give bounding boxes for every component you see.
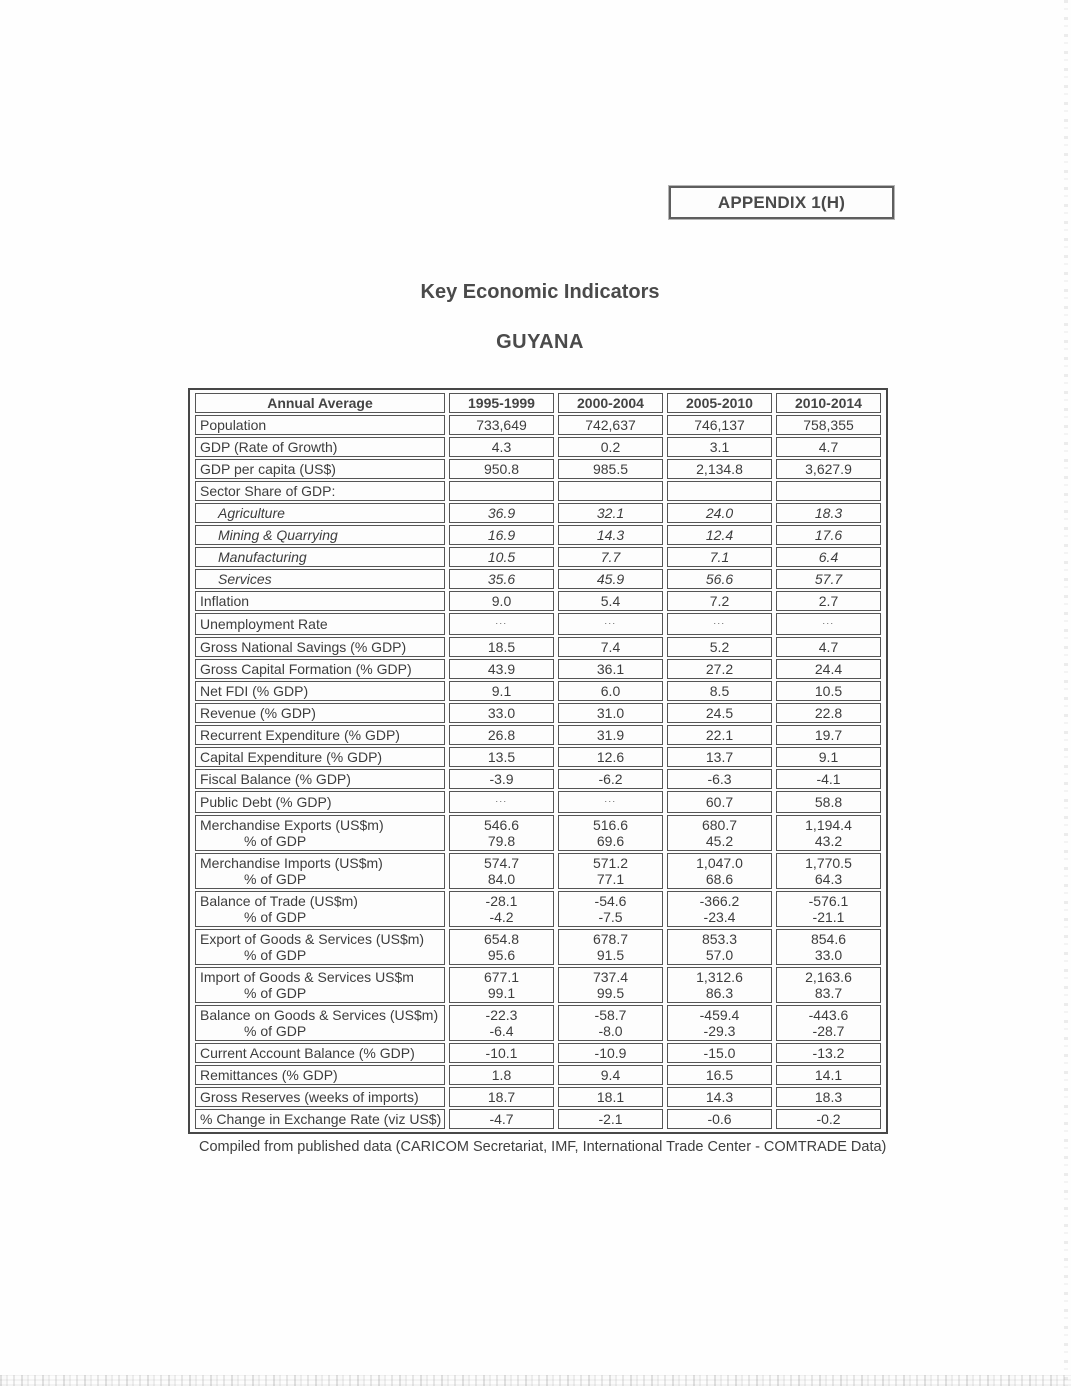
row-label: % Change in Exchange Rate (viz US$) <box>195 1109 445 1129</box>
table-row <box>195 891 881 927</box>
cell-value: 1,770.5 64.3 <box>776 853 881 889</box>
cell-value: 10.5 <box>776 681 881 701</box>
cell-value: 1,047.0 68.6 <box>667 853 772 889</box>
cell-value: 950.8 <box>449 459 554 479</box>
cell-value: -10.9 <box>558 1043 663 1063</box>
cell-value: 2,134.8 <box>667 459 772 479</box>
row-label: GDP per capita (US$) <box>195 459 445 479</box>
table-row <box>195 967 881 1003</box>
cell-value: -3.9 <box>449 769 554 789</box>
cell-value: 18.1 <box>558 1087 663 1107</box>
cell-value: 33.0 <box>449 703 554 723</box>
cell-value: -10.1 <box>449 1043 554 1063</box>
cell-value: 9.1 <box>776 747 881 767</box>
cell-value: 4.3 <box>449 437 554 457</box>
table-row <box>195 547 881 567</box>
cell-value: 9.0 <box>449 591 554 611</box>
cell-value: -28.1 -4.2 <box>449 891 554 927</box>
cell-value: 16.9 <box>449 525 554 545</box>
cell-value <box>667 613 772 635</box>
cell-value: 45.9 <box>558 569 663 589</box>
cell-value: 3,627.9 <box>776 459 881 479</box>
cell-value: 733,649 <box>449 415 554 435</box>
cell-value: -6.3 <box>667 769 772 789</box>
row-label: Manufacturing <box>195 547 445 567</box>
cell-value: 1,194.4 43.2 <box>776 815 881 851</box>
cell-value: 19.7 <box>776 725 881 745</box>
cell-value: 24.0 <box>667 503 772 523</box>
cell-value: 12.6 <box>558 747 663 767</box>
cell-value: 12.4 <box>667 525 772 545</box>
cell-value: 5.4 <box>558 591 663 611</box>
cell-value: 58.8 <box>776 791 881 813</box>
cell-value: 654.8 95.6 <box>449 929 554 965</box>
ellipsis-value: ... <box>713 616 726 626</box>
cell-value: 32.1 <box>558 503 663 523</box>
cell-value: 36.9 <box>449 503 554 523</box>
row-label: Unemployment Rate <box>195 613 445 635</box>
cell-value: 4.7 <box>776 637 881 657</box>
cell-value: 13.5 <box>449 747 554 767</box>
cell-value: 742,637 <box>558 415 663 435</box>
cell-value: 571.2 77.1 <box>558 853 663 889</box>
cell-value: 1.8 <box>449 1065 554 1085</box>
row-label: Fiscal Balance (% GDP) <box>195 769 445 789</box>
table-row <box>195 415 881 435</box>
cell-value: 31.9 <box>558 725 663 745</box>
table-row <box>195 747 881 767</box>
cell-value <box>558 613 663 635</box>
row-label: Recurrent Expenditure (% GDP) <box>195 725 445 745</box>
cell-value: 854.6 33.0 <box>776 929 881 965</box>
page-title: Key Economic Indicators <box>420 281 660 303</box>
cell-value: 26.8 <box>449 725 554 745</box>
cell-value: -443.6 -28.7 <box>776 1005 881 1041</box>
ellipsis-value: ... <box>495 616 508 626</box>
appendix-label: APPENDIX 1(H) <box>717 192 846 212</box>
cell-value: 516.6 69.6 <box>558 815 663 851</box>
table-row <box>195 481 881 501</box>
table-row <box>195 659 881 679</box>
row-label: Gross National Savings (% GDP) <box>195 637 445 657</box>
table-row <box>195 503 881 523</box>
header-period: 1995-1999 <box>449 393 554 413</box>
table-row <box>195 1005 881 1041</box>
cell-value <box>558 791 663 813</box>
cell-value: 546.6 79.8 <box>449 815 554 851</box>
table-header-row <box>195 393 881 413</box>
cell-value: -576.1 -21.1 <box>776 891 881 927</box>
cell-value: 27.2 <box>667 659 772 679</box>
cell-value: 9.4 <box>558 1065 663 1085</box>
cell-value: -2.1 <box>558 1109 663 1129</box>
cell-value: 1,312.6 86.3 <box>667 967 772 1003</box>
cell-value: -54.6 -7.5 <box>558 891 663 927</box>
cell-value: -0.6 <box>667 1109 772 1129</box>
cell-value: -58.7 -8.0 <box>558 1005 663 1041</box>
header-annual-average: Annual Average <box>195 393 445 413</box>
table-row <box>195 703 881 723</box>
row-label: Capital Expenditure (% GDP) <box>195 747 445 767</box>
cell-value: 16.5 <box>667 1065 772 1085</box>
cell-value: 18.7 <box>449 1087 554 1107</box>
row-label: Balance on Goods & Services (US$m) % of GDP <box>195 1005 445 1041</box>
cell-value <box>449 791 554 813</box>
table-row <box>195 1109 881 1129</box>
row-label: Merchandise Imports (US$m) % of GDP <box>195 853 445 889</box>
cell-value: -15.0 <box>667 1043 772 1063</box>
cell-value: -4.1 <box>776 769 881 789</box>
table-row <box>195 1065 881 1085</box>
cell-value: 677.1 99.1 <box>449 967 554 1003</box>
ellipsis-value: ... <box>822 616 835 626</box>
source-footnote: Compiled from published data (CARICOM Secretariat, IMF, International Trade Center - COMTRADE Data) <box>199 1139 887 1155</box>
table-row <box>195 791 881 813</box>
cell-value: 2,163.6 83.7 <box>776 967 881 1003</box>
cell-value: -13.2 <box>776 1043 881 1063</box>
appendix-box <box>669 186 894 219</box>
cell-value <box>449 481 554 501</box>
cell-value: 7.4 <box>558 637 663 657</box>
cell-value <box>558 481 663 501</box>
cell-value: 14.3 <box>558 525 663 545</box>
cell-value <box>776 613 881 635</box>
cell-value: 57.7 <box>776 569 881 589</box>
cell-value: 18.3 <box>776 503 881 523</box>
table-row <box>195 681 881 701</box>
table-row <box>195 853 881 889</box>
cell-value: 737.4 99.5 <box>558 967 663 1003</box>
header-period: 2005-2010 <box>667 393 772 413</box>
cell-value: 14.1 <box>776 1065 881 1085</box>
cell-value: 0.2 <box>558 437 663 457</box>
row-label: Mining & Quarrying <box>195 525 445 545</box>
row-label: Sector Share of GDP: <box>195 481 445 501</box>
cell-value: -0.2 <box>776 1109 881 1129</box>
table-row <box>195 929 881 965</box>
page-subtitle: GUYANA <box>496 331 584 353</box>
row-label: Net FDI (% GDP) <box>195 681 445 701</box>
cell-value: 24.5 <box>667 703 772 723</box>
cell-value: 7.7 <box>558 547 663 567</box>
row-label: Remittances (% GDP) <box>195 1065 445 1085</box>
cell-value: 9.1 <box>449 681 554 701</box>
table-row <box>195 525 881 545</box>
cell-value: -6.2 <box>558 769 663 789</box>
cell-value: 5.2 <box>667 637 772 657</box>
table-row <box>195 769 881 789</box>
table-row <box>195 569 881 589</box>
cell-value: 18.5 <box>449 637 554 657</box>
ellipsis-value: ... <box>604 794 617 804</box>
cell-value: 43.9 <box>449 659 554 679</box>
cell-value <box>776 481 881 501</box>
cell-value: 60.7 <box>667 791 772 813</box>
header-period: 2000-2004 <box>558 393 663 413</box>
table-row <box>195 437 881 457</box>
cell-value: 6.0 <box>558 681 663 701</box>
ellipsis-value: ... <box>604 616 617 626</box>
table-row <box>195 1087 881 1107</box>
row-label: Public Debt (% GDP) <box>195 791 445 813</box>
row-label: Merchandise Exports (US$m) % of GDP <box>195 815 445 851</box>
row-label: Population <box>195 415 445 435</box>
cell-value <box>667 481 772 501</box>
scan-noise-band <box>0 1375 1071 1386</box>
table-row <box>195 459 881 479</box>
row-label: Current Account Balance (% GDP) <box>195 1043 445 1063</box>
header-period: 2010-2014 <box>776 393 881 413</box>
cell-value: -4.7 <box>449 1109 554 1129</box>
table-row <box>195 1043 881 1063</box>
cell-value: 985.5 <box>558 459 663 479</box>
table-row <box>195 591 881 611</box>
cell-value: -22.3 -6.4 <box>449 1005 554 1041</box>
row-label: Balance of Trade (US$m) % of GDP <box>195 891 445 927</box>
row-label: Services <box>195 569 445 589</box>
cell-value: 758,355 <box>776 415 881 435</box>
cell-value: 6.4 <box>776 547 881 567</box>
cell-value: 22.1 <box>667 725 772 745</box>
table-row <box>195 613 881 635</box>
cell-value: 35.6 <box>449 569 554 589</box>
row-label: Inflation <box>195 591 445 611</box>
cell-value: 678.7 91.5 <box>558 929 663 965</box>
cell-value: 3.1 <box>667 437 772 457</box>
cell-value: 18.3 <box>776 1087 881 1107</box>
cell-value: 17.6 <box>776 525 881 545</box>
cell-value: 4.7 <box>776 437 881 457</box>
row-label: GDP (Rate of Growth) <box>195 437 445 457</box>
row-label: Import of Goods & Services US$m % of GDP <box>195 967 445 1003</box>
table-row <box>195 725 881 745</box>
cell-value: 574.7 84.0 <box>449 853 554 889</box>
cell-value: 24.4 <box>776 659 881 679</box>
row-label: Revenue (% GDP) <box>195 703 445 723</box>
cell-value: 8.5 <box>667 681 772 701</box>
cell-value: -366.2 -23.4 <box>667 891 772 927</box>
cell-value: 22.8 <box>776 703 881 723</box>
row-label: Gross Capital Formation (% GDP) <box>195 659 445 679</box>
indicators-table-wrapper <box>188 388 888 1134</box>
cell-value: 746,137 <box>667 415 772 435</box>
row-label: Gross Reserves (weeks of imports) <box>195 1087 445 1107</box>
ellipsis-value: ... <box>495 794 508 804</box>
cell-value <box>449 613 554 635</box>
row-label: Export of Goods & Services (US$m) % of GDP <box>195 929 445 965</box>
cell-value: 10.5 <box>449 547 554 567</box>
cell-value: 680.7 45.2 <box>667 815 772 851</box>
table-row <box>195 815 881 851</box>
cell-value: 7.2 <box>667 591 772 611</box>
scan-edge-speckle <box>1064 0 1068 1386</box>
cell-value: 31.0 <box>558 703 663 723</box>
cell-value: 7.1 <box>667 547 772 567</box>
cell-value: 13.7 <box>667 747 772 767</box>
cell-value: 56.6 <box>667 569 772 589</box>
cell-value: 14.3 <box>667 1087 772 1107</box>
indicators-table <box>191 391 885 1131</box>
row-label: Agriculture <box>195 503 445 523</box>
cell-value: 853.3 57.0 <box>667 929 772 965</box>
cell-value: 36.1 <box>558 659 663 679</box>
cell-value: -459.4 -29.3 <box>667 1005 772 1041</box>
table-row <box>195 637 881 657</box>
cell-value: 2.7 <box>776 591 881 611</box>
